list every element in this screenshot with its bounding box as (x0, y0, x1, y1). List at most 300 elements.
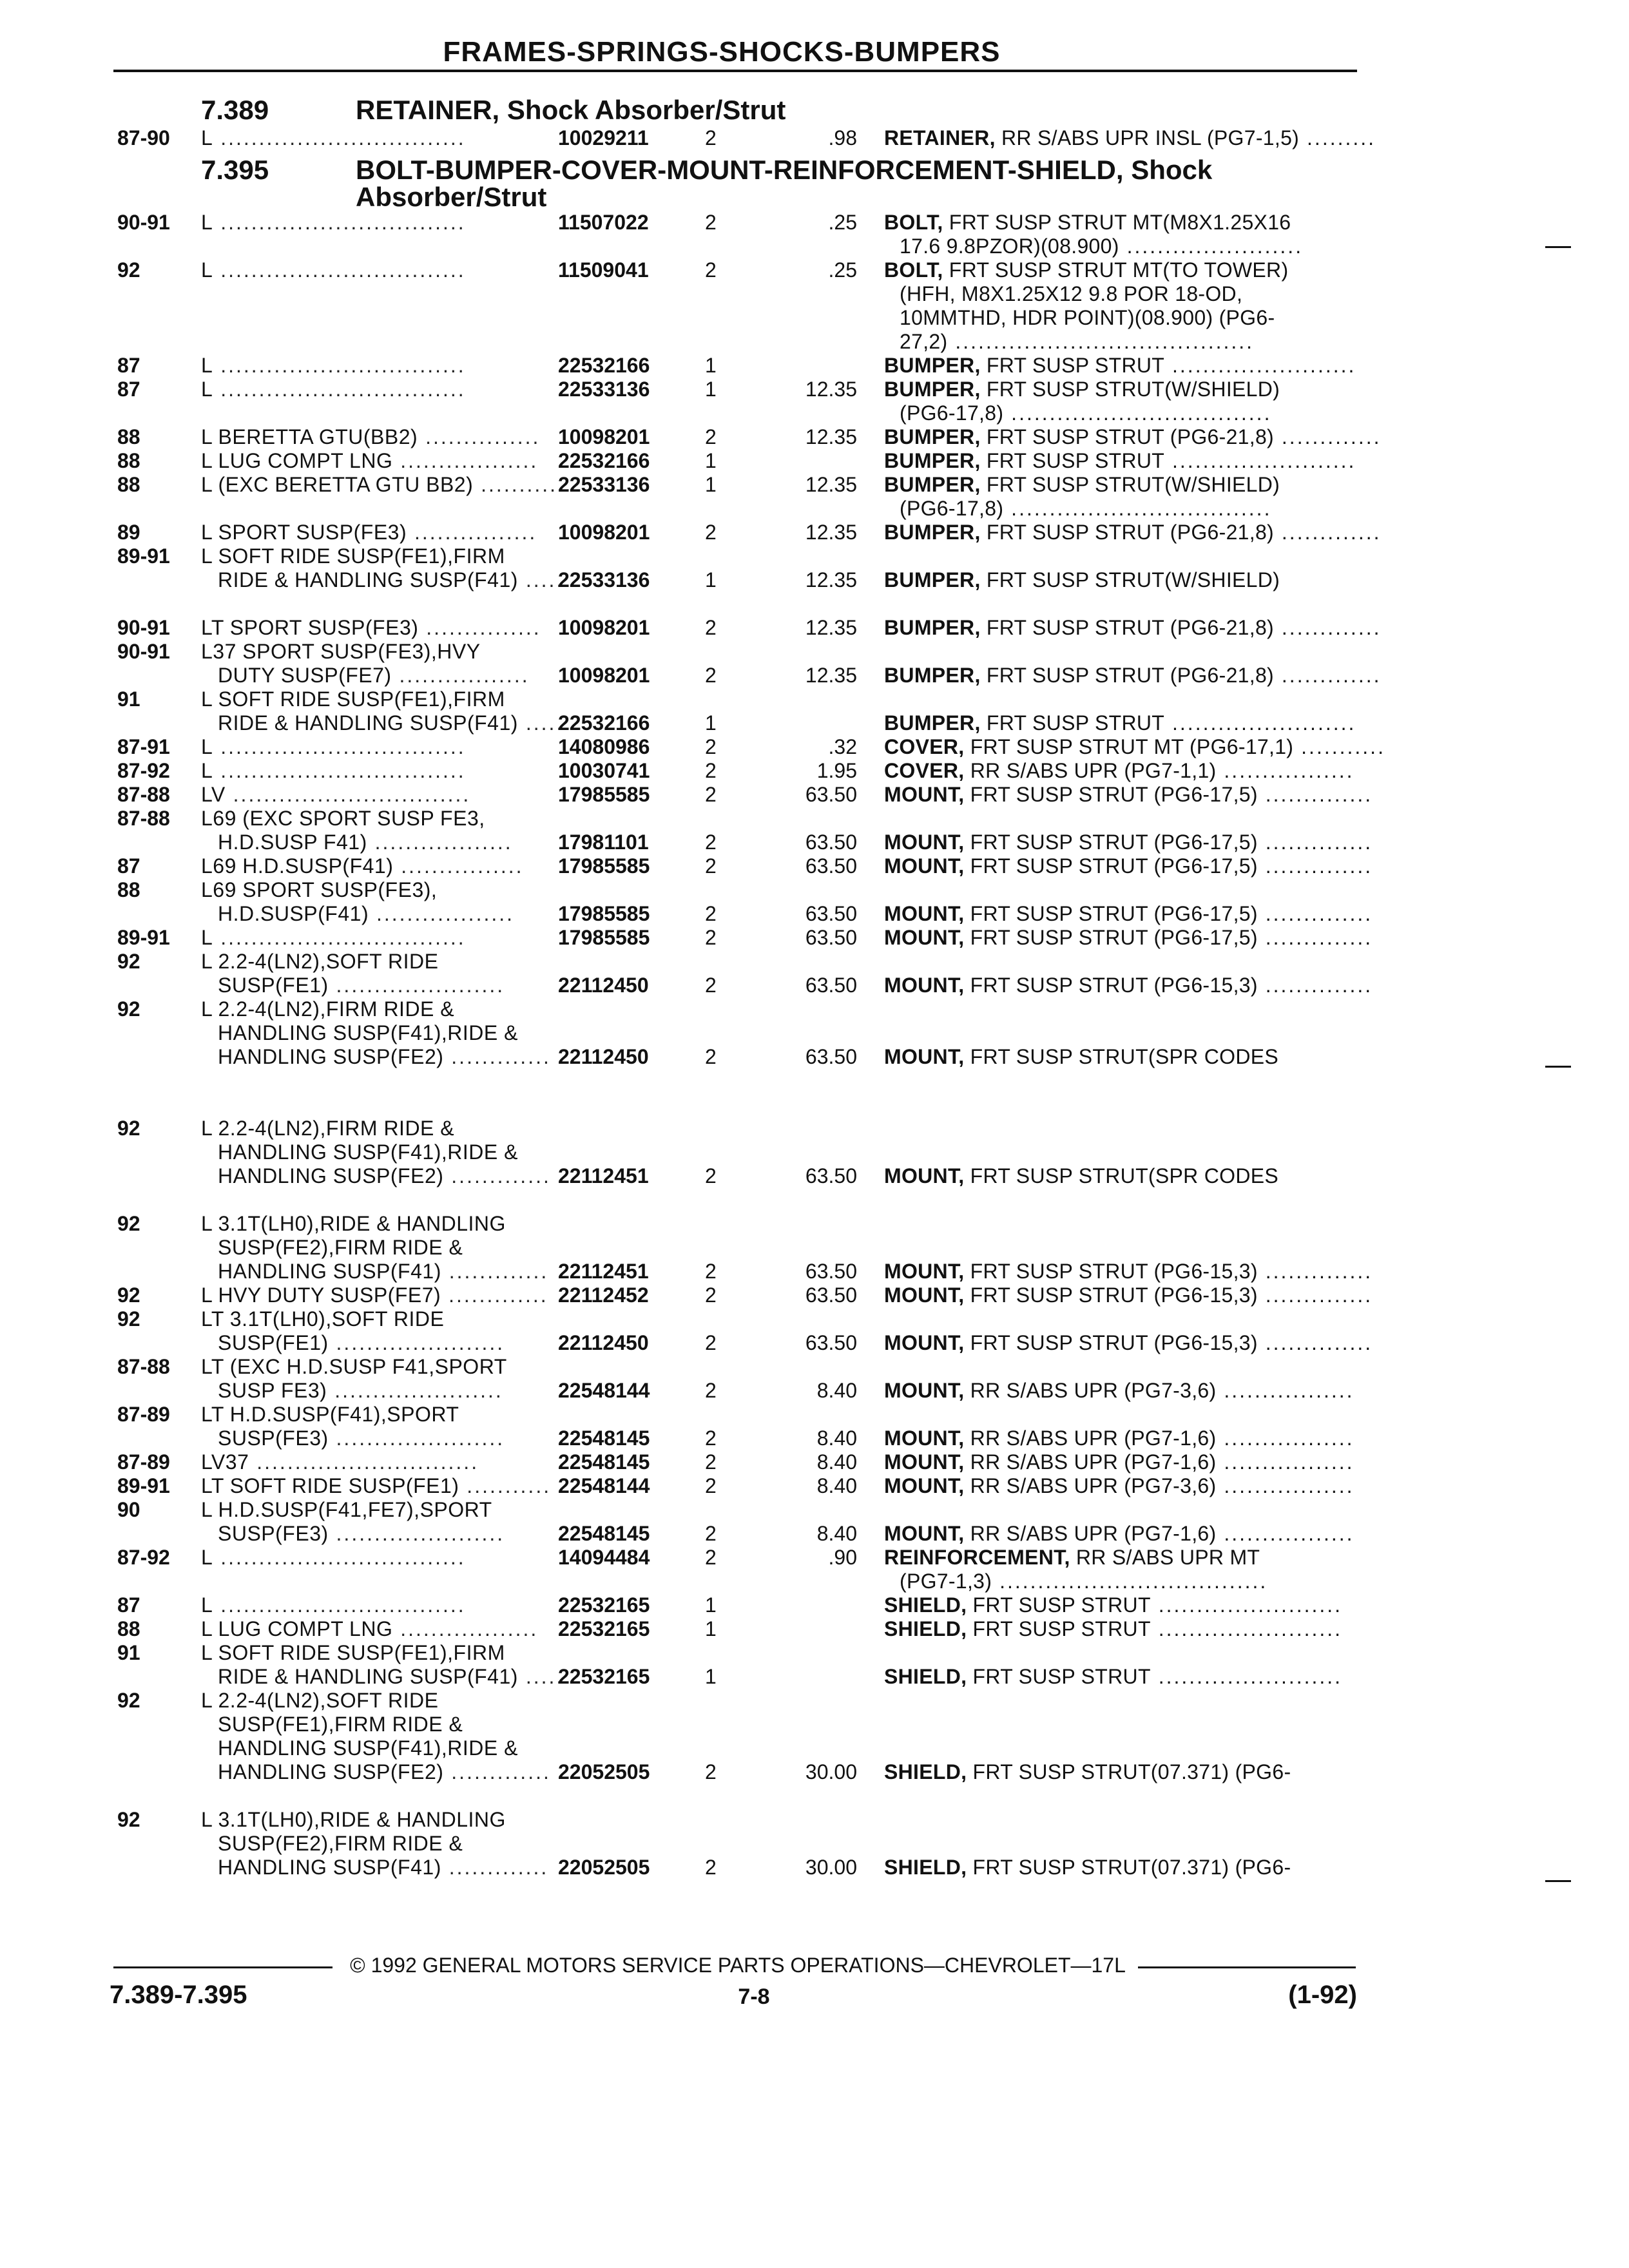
part-name-cell (884, 1856, 1361, 1879)
quantity: 2 (705, 854, 717, 878)
application-description: DUTY SUSP(FE7) (218, 664, 392, 687)
part-name: BUMPER, (884, 616, 981, 639)
part-name: BUMPER, (884, 473, 981, 496)
footer-rule-left (113, 1966, 333, 1968)
application-description: L 3.1T(LH0),RIDE & HANDLING (201, 1212, 506, 1235)
application-cell (201, 950, 562, 973)
part-name-cell (884, 1164, 1361, 1187)
model-years: 88 (117, 878, 140, 901)
part-name-cell: 17.6 9.8PZOR)(08.900) ....................... (900, 235, 1304, 258)
model-years: 92 (117, 1808, 140, 1831)
application-cell (201, 1498, 562, 1521)
section-number: 7.389 (201, 95, 269, 125)
quantity: 2 (705, 735, 717, 758)
part-name: SHIELD, (884, 1617, 967, 1640)
table-row (0, 664, 1629, 687)
part-description: FRT SUSP STRUT (972, 1617, 1151, 1640)
table-row (0, 497, 1629, 520)
application-description: L SOFT RIDE SUSP(FE1),FIRM (201, 1641, 505, 1664)
part-number: 10098201 (558, 425, 650, 448)
table-row (0, 950, 1629, 973)
application-cell: L LUG COMPT LNG .................. (201, 1617, 539, 1640)
table-row (0, 1427, 1629, 1450)
table-row (0, 926, 1629, 949)
table-row (0, 1832, 1629, 1855)
application-cell: SUSP(FE1) ...................... (218, 1331, 505, 1354)
application-description: L (201, 126, 213, 149)
quantity: 2 (705, 211, 717, 234)
table-row (0, 1856, 1629, 1879)
quantity: 2 (705, 1379, 717, 1402)
part-name: MOUNT, (884, 1283, 965, 1307)
part-name: MOUNT, (884, 854, 965, 878)
part-description: FRT SUSP STRUT (986, 449, 1165, 472)
list-price: 63.50 (805, 1260, 857, 1283)
application-cell (201, 1641, 562, 1664)
table-row (0, 378, 1629, 401)
quantity: 2 (705, 1045, 717, 1068)
application-description: SUSP(FE1),FIRM RIDE & (218, 1713, 463, 1736)
part-description: RR S/ABS UPR (PG7-1,6) (970, 1450, 1217, 1474)
application-description: L (201, 211, 213, 234)
table-row (0, 1713, 1629, 1736)
application-description: HANDLING SUSP(FE2) (218, 1760, 444, 1783)
model-years: 92 (117, 997, 140, 1021)
application-description: SUSP(FE2),FIRM RIDE & (218, 1236, 463, 1259)
application-cell: L ................................ (201, 354, 466, 377)
table-row (0, 1450, 1629, 1474)
part-number: 22052505 (558, 1856, 650, 1879)
part-name-cell: BUMPER, FRT SUSP STRUT ........................ (884, 354, 1356, 377)
application-description: L HVY DUTY SUSP(FE7) (201, 1283, 441, 1307)
application-cell: DUTY SUSP(FE7) ................. (218, 664, 530, 687)
application-description: L H.D.SUSP(F41,FE7),SPORT (201, 1498, 492, 1521)
model-years: 87-88 (117, 1355, 170, 1378)
quantity: 2 (705, 1522, 717, 1545)
quantity: 2 (705, 1164, 717, 1187)
part-number: 22548145 (558, 1450, 650, 1474)
table-row (0, 687, 1629, 711)
application-description: LT 3.1T(LH0),SOFT RIDE (201, 1307, 445, 1331)
quantity: 2 (705, 1283, 717, 1307)
table-row (0, 235, 1629, 258)
part-name-cell (884, 1546, 1361, 1569)
quantity: 2 (705, 1331, 717, 1354)
application-cell (201, 807, 562, 830)
part-name: SHIELD, (884, 1760, 967, 1783)
table-row (0, 1665, 1629, 1688)
table-row (0, 831, 1629, 854)
part-description: 27,2) (900, 330, 948, 353)
part-name: MOUNT, (884, 1450, 965, 1474)
part-number: 22112451 (558, 1164, 649, 1187)
quantity: 2 (705, 926, 717, 949)
table-row (0, 521, 1629, 544)
part-description: FRT SUSP STRUT (PG6-17,5) (970, 902, 1258, 925)
part-name-cell: MOUNT, FRT SUSP STRUT (PG6-15,3) .............. (884, 1331, 1373, 1354)
list-price: 8.40 (816, 1379, 857, 1402)
part-description: (PG7-1,3) (900, 1570, 992, 1593)
list-price: 63.50 (805, 902, 857, 925)
quantity: 2 (705, 831, 717, 854)
part-name-cell (884, 473, 1361, 496)
application-description: HANDLING SUSP(F41),RIDE & (218, 1021, 518, 1044)
part-description: RR S/ABS UPR (PG7-3,6) (970, 1474, 1217, 1497)
quantity: 2 (705, 1427, 717, 1450)
part-number: 22533136 (558, 378, 650, 401)
model-years: 92 (117, 950, 140, 973)
part-number: 22112450 (558, 974, 649, 997)
table-row (0, 759, 1629, 782)
table-row (0, 306, 1629, 329)
part-number: 22533136 (558, 473, 650, 496)
part-description: FRT SUSP STRUT (972, 1593, 1151, 1617)
table-row (0, 854, 1629, 878)
quantity: 2 (705, 1450, 717, 1474)
application-cell: H.D.SUSP F41) .................. (218, 831, 513, 854)
part-name: MOUNT, (884, 1331, 965, 1354)
model-years: 90 (117, 1498, 140, 1521)
list-price: .32 (828, 735, 857, 758)
quantity: 2 (705, 974, 717, 997)
quantity: 2 (705, 783, 717, 806)
part-name: BUMPER, (884, 568, 981, 591)
model-years: 92 (117, 1117, 140, 1140)
list-price: .25 (828, 211, 857, 234)
part-name-cell: MOUNT, RR S/ABS UPR (PG7-1,6) ................. (884, 1450, 1354, 1474)
margin-mark (1545, 1066, 1571, 1068)
application-cell: L (EXC BERETTA GTU BB2) .......... (201, 473, 558, 496)
application-description: SUSP(FE2),FIRM RIDE & (218, 1832, 463, 1855)
part-name: SHIELD, (884, 1856, 967, 1879)
application-description: L 2.2-4(LN2),SOFT RIDE (201, 950, 439, 973)
section-title: BOLT-BUMPER-COVER-MOUNT-REINFORCEMENT-SHIELD, Shock Absorber/Strut (356, 155, 1213, 212)
application-description: L (201, 378, 213, 401)
application-description: L SPORT SUSP(FE3) (201, 521, 407, 544)
part-description: FRT SUSP STRUT MT(M8X1.25X16 (949, 211, 1291, 234)
application-cell (201, 997, 562, 1021)
part-name-cell: COVER, RR S/ABS UPR (PG7-1,1) ................. (884, 759, 1354, 782)
list-price: 12.35 (805, 664, 857, 687)
part-name: MOUNT, (884, 1522, 965, 1545)
application-description: H.D.SUSP(F41) (218, 902, 369, 925)
application-description: L 2.2-4(LN2),FIRM RIDE & (201, 997, 455, 1021)
application-description: L 2.2-4(LN2),FIRM RIDE & (201, 1117, 455, 1140)
part-number: 14080986 (558, 735, 650, 758)
list-price: 1.95 (816, 759, 857, 782)
table-row (0, 1474, 1629, 1497)
quantity: 1 (705, 378, 717, 401)
part-name-cell: BUMPER, FRT SUSP STRUT (PG6-21,8) ............. (884, 664, 1382, 687)
part-name: MOUNT, (884, 1474, 965, 1497)
part-description: FRT SUSP STRUT (PG6-21,8) (986, 616, 1275, 639)
application-cell: RIDE & HANDLING SUSP(F41) ...... (218, 1665, 572, 1688)
part-name-cell: MOUNT, FRT SUSP STRUT (PG6-17,5) .............. (884, 831, 1373, 854)
footer-copyright: © 1992 GENERAL MOTORS SERVICE PARTS OPERATIONS—CHEVROLET—17L (350, 1954, 1126, 1977)
list-price: .90 (828, 1546, 857, 1569)
application-description: SUSP(FE3) (218, 1522, 329, 1545)
part-name: MOUNT, (884, 783, 965, 806)
application-cell (201, 1689, 562, 1712)
part-number: 17981101 (558, 831, 649, 854)
application-cell (201, 1212, 562, 1235)
table-row (0, 330, 1629, 353)
margin-mark (1545, 1880, 1571, 1882)
model-years: 87-91 (117, 735, 170, 758)
model-years: 87-92 (117, 759, 170, 782)
part-name: MOUNT, (884, 1379, 965, 1402)
part-name-cell (884, 306, 1376, 329)
list-price: 63.50 (805, 831, 857, 854)
part-name: SHIELD, (884, 1593, 967, 1617)
table-row (0, 568, 1629, 591)
part-name: RETAINER, (884, 126, 996, 149)
part-name-cell: MOUNT, FRT SUSP STRUT (PG6-17,5) .............. (884, 783, 1373, 806)
part-name: BOLT, (884, 258, 943, 282)
application-description: L (201, 354, 213, 377)
part-number: 22548144 (558, 1474, 650, 1497)
part-name-cell: RETAINER, RR S/ABS UPR INSL (PG7-1,5) ......... (884, 126, 1376, 149)
application-cell: L ................................ (201, 759, 466, 782)
table-row (0, 449, 1629, 472)
quantity: 2 (705, 1856, 717, 1879)
model-years: 88 (117, 1617, 140, 1640)
table-row (0, 1808, 1629, 1831)
table-row (0, 1283, 1629, 1307)
part-number: 22112450 (558, 1045, 649, 1068)
part-description: FRT SUSP STRUT(SPR CODES (970, 1045, 1279, 1068)
application-description: RIDE & HANDLING SUSP(F41) (218, 711, 518, 735)
table-row (0, 711, 1629, 735)
table-row (0, 640, 1629, 663)
list-price: .98 (828, 126, 857, 149)
list-price: 12.35 (805, 425, 857, 448)
part-name: MOUNT, (884, 1260, 965, 1283)
model-years: 89-91 (117, 544, 170, 568)
application-cell: RIDE & HANDLING SUSP(F41) ...... (218, 568, 572, 591)
part-number: 11509041 (558, 258, 649, 282)
part-number: 22548145 (558, 1522, 650, 1545)
list-price: .25 (828, 258, 857, 282)
table-row (0, 1689, 1629, 1712)
application-description: LT SPORT SUSP(FE3) (201, 616, 419, 639)
part-name-cell: BUMPER, FRT SUSP STRUT (PG6-21,8) ............. (884, 425, 1382, 448)
application-cell (201, 878, 562, 901)
part-description: FRT SUSP STRUT (PG6-15,3) (970, 974, 1258, 997)
part-number: 17985585 (558, 926, 650, 949)
model-years: 87 (117, 378, 140, 401)
table-row (0, 1355, 1629, 1378)
part-number: 22112452 (558, 1283, 649, 1307)
part-number: 22532166 (558, 449, 650, 472)
table-row (0, 354, 1629, 377)
model-years: 89 (117, 521, 140, 544)
table-row (0, 1212, 1629, 1235)
application-description: L (201, 1546, 213, 1569)
model-years: 87 (117, 854, 140, 878)
part-description: FRT SUSP STRUT (986, 711, 1165, 735)
application-cell: LT SOFT RIDE SUSP(FE1) ........... (201, 1474, 552, 1497)
application-description: LT H.D.SUSP(F41),SPORT (201, 1403, 459, 1426)
part-number: 17985585 (558, 783, 650, 806)
part-name: BUMPER, (884, 425, 981, 448)
application-cell (201, 544, 562, 568)
section-title: RETAINER, Shock Absorber/Strut (356, 95, 786, 125)
application-cell (201, 1713, 579, 1736)
part-name-cell: SHIELD, FRT SUSP STRUT ........................ (884, 1593, 1343, 1617)
part-description: RR S/ABS UPR MT (1075, 1546, 1260, 1569)
part-name-cell (884, 258, 1361, 282)
application-cell (201, 1736, 579, 1760)
footer-rule-right (1138, 1966, 1356, 1968)
quantity: 1 (705, 473, 717, 496)
table-row (0, 473, 1629, 496)
application-description: L SOFT RIDE SUSP(FE1),FIRM (201, 687, 505, 711)
table-row (0, 1331, 1629, 1354)
part-name-cell (884, 1760, 1361, 1783)
application-description: L (201, 759, 213, 782)
application-cell: H.D.SUSP(F41) .................. (218, 902, 515, 925)
application-description: HANDLING SUSP(F41),RIDE & (218, 1140, 518, 1164)
table-row (0, 1140, 1629, 1164)
part-name-cell: (PG6-17,8) .................................. (900, 497, 1272, 520)
model-years: 89-91 (117, 926, 170, 949)
list-price: 63.50 (805, 1331, 857, 1354)
list-price: 63.50 (805, 1283, 857, 1307)
application-cell (201, 640, 562, 663)
part-description: FRT SUSP STRUT(W/SHIELD) (986, 568, 1280, 591)
part-description: FRT SUSP STRUT (PG6-21,8) (986, 521, 1275, 544)
part-name-cell (884, 568, 1361, 591)
part-number: 14094484 (558, 1546, 650, 1569)
part-name: MOUNT, (884, 1164, 965, 1187)
part-name-cell: BUMPER, FRT SUSP STRUT ........................ (884, 449, 1356, 472)
part-name-cell: MOUNT, RR S/ABS UPR (PG7-1,6) ................. (884, 1427, 1354, 1450)
list-price: 30.00 (805, 1856, 857, 1879)
list-price: 12.35 (805, 521, 857, 544)
model-years: 87 (117, 354, 140, 377)
application-cell (201, 1236, 579, 1259)
part-name: BUMPER, (884, 354, 981, 377)
part-name: MOUNT, (884, 974, 965, 997)
part-description: RR S/ABS UPR (PG7-1,1) (970, 759, 1217, 782)
table-row (0, 1760, 1629, 1783)
part-name: BOLT, (884, 211, 943, 234)
quantity: 2 (705, 664, 717, 687)
part-name: BUMPER, (884, 449, 981, 472)
application-description: HANDLING SUSP(F41) (218, 1260, 441, 1283)
application-cell (201, 1021, 579, 1044)
application-cell: SUSP FE3) ...................... (218, 1379, 503, 1402)
application-description: HANDLING SUSP(F41) (218, 1856, 441, 1879)
part-name-cell: MOUNT, RR S/ABS UPR (PG7-3,6) ................. (884, 1474, 1354, 1497)
part-description: FRT SUSP STRUT MT (PG6-17,1) (970, 735, 1294, 758)
model-years: 91 (117, 687, 140, 711)
part-number: 22052505 (558, 1760, 650, 1783)
list-price: 8.40 (816, 1474, 857, 1497)
table-row (0, 401, 1629, 425)
model-years: 92 (117, 1212, 140, 1235)
part-number: 10030741 (558, 759, 650, 782)
part-description: FRT SUSP STRUT(07.371) (PG6- (972, 1760, 1291, 1783)
application-description: L69 SPORT SUSP(FE3), (201, 878, 438, 901)
application-cell (201, 1307, 562, 1331)
application-cell: HANDLING SUSP(F41) ............. (218, 1856, 549, 1879)
part-name-cell: 27,2) ....................................... (900, 330, 1255, 353)
part-description: FRT SUSP STRUT (PG6-15,3) (970, 1331, 1258, 1354)
quantity: 1 (705, 1593, 717, 1617)
application-description: L (201, 258, 213, 282)
table-row (0, 282, 1629, 305)
application-cell: L LUG COMPT LNG .................. (201, 449, 539, 472)
application-cell (201, 1832, 579, 1855)
list-price: 63.50 (805, 854, 857, 878)
quantity: 1 (705, 354, 717, 377)
application-description: L69 (EXC SPORT SUSP FE3, (201, 807, 485, 830)
model-years: 87-89 (117, 1450, 170, 1474)
application-cell (201, 1403, 562, 1426)
application-description: HANDLING SUSP(F41),RIDE & (218, 1736, 518, 1760)
application-description: LT SOFT RIDE SUSP(FE1) (201, 1474, 459, 1497)
part-name-cell (884, 378, 1361, 401)
part-number: 10098201 (558, 521, 650, 544)
table-row (0, 1021, 1629, 1044)
quantity: 2 (705, 902, 717, 925)
application-cell: HANDLING SUSP(FE2) ............. (218, 1760, 551, 1783)
part-name: BUMPER, (884, 664, 981, 687)
part-name-cell: BUMPER, FRT SUSP STRUT (PG6-21,8) ............. (884, 616, 1382, 639)
part-name: MOUNT, (884, 926, 965, 949)
application-description: L69 H.D.SUSP(F41) (201, 854, 394, 878)
application-description: L SOFT RIDE SUSP(FE1),FIRM (201, 544, 505, 568)
table-row (0, 807, 1629, 830)
model-years: 91 (117, 1641, 140, 1664)
table-row (0, 1522, 1629, 1545)
part-description: FRT SUSP STRUT (PG6-15,3) (970, 1260, 1258, 1283)
list-price: 30.00 (805, 1760, 857, 1783)
list-price: 12.35 (805, 378, 857, 401)
part-name: MOUNT, (884, 1045, 965, 1068)
application-cell: L ................................ (201, 126, 466, 149)
part-description: 17.6 9.8PZOR)(08.900) (900, 235, 1119, 258)
part-number: 22532166 (558, 354, 650, 377)
part-description: RR S/ABS UPR INSL (PG7-1,5) (1001, 126, 1300, 149)
quantity: 2 (705, 1260, 717, 1283)
application-cell (201, 1117, 562, 1140)
application-description: L 2.2-4(LN2),SOFT RIDE (201, 1689, 439, 1712)
part-name-cell: (PG6-17,8) .................................. (900, 401, 1272, 425)
footer-section-range: 7.389-7.395 (110, 1981, 247, 2009)
application-cell: L69 H.D.SUSP(F41) ................ (201, 854, 524, 878)
application-description: LV (201, 783, 226, 806)
model-years: 89-91 (117, 1474, 170, 1497)
application-cell: RIDE & HANDLING SUSP(F41) ...... (218, 711, 572, 735)
table-row (0, 211, 1629, 234)
table-row (0, 1164, 1629, 1187)
table-row (0, 258, 1629, 282)
application-description: H.D.SUSP F41) (218, 831, 367, 854)
part-number: 22532165 (558, 1665, 650, 1688)
model-years: 88 (117, 449, 140, 472)
application-description: L (201, 926, 213, 949)
quantity: 1 (705, 449, 717, 472)
list-price: 8.40 (816, 1427, 857, 1450)
part-name: BUMPER, (884, 711, 981, 735)
application-cell: L SPORT SUSP(FE3) ................ (201, 521, 537, 544)
table-row (0, 1117, 1629, 1140)
part-name: BUMPER, (884, 521, 981, 544)
list-price: 8.40 (816, 1522, 857, 1545)
